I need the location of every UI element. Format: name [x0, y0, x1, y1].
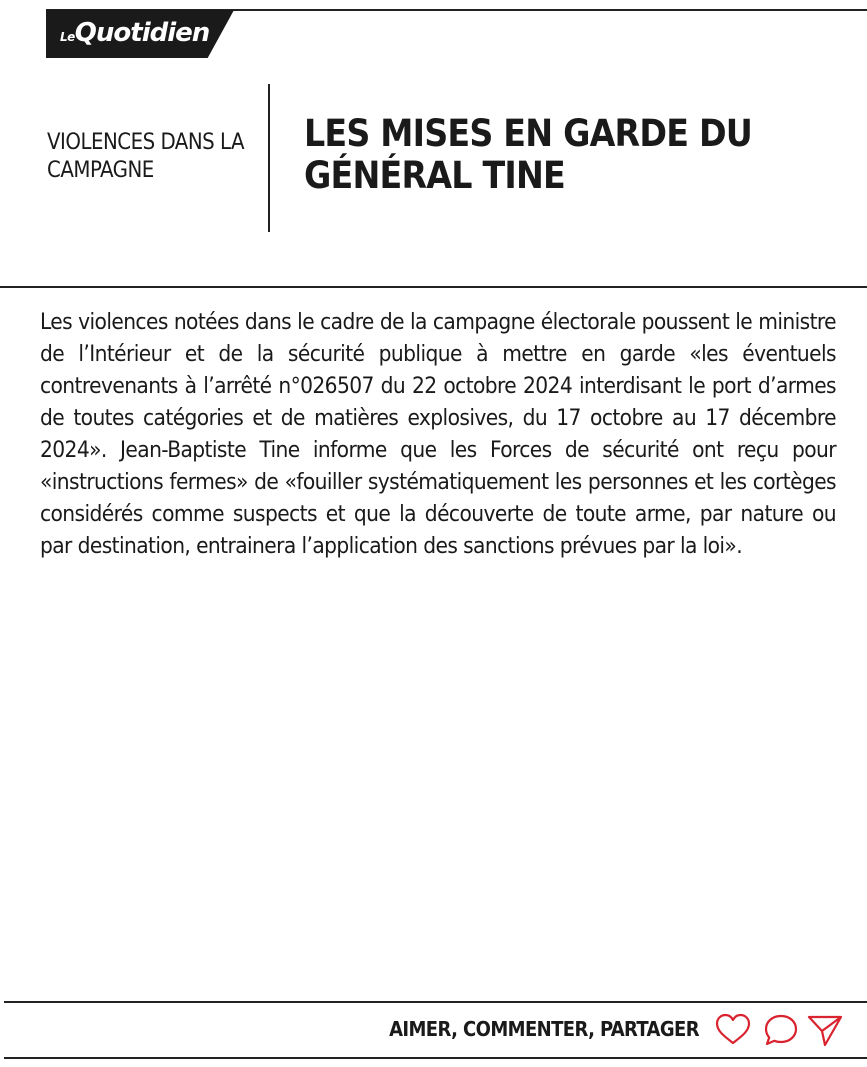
- share-icon[interactable]: [806, 1012, 844, 1048]
- vertical-divider: [268, 84, 270, 232]
- logo-prefix: Le: [60, 30, 75, 44]
- actions-label: AIMER, COMMENTER, PARTAGER: [389, 1017, 699, 1041]
- logo-text: Quotidien: [74, 18, 210, 48]
- article-headline: LES MISES EN GARDE DU GÉNÉRAL TINE: [304, 112, 753, 197]
- article-kicker: VIOLENCES DANS LA CAMPAGNE: [47, 130, 245, 183]
- heart-icon[interactable]: [714, 1012, 752, 1048]
- header-separator: [0, 286, 867, 288]
- footer-bottom-rule: [4, 1057, 867, 1059]
- footer-top-rule: [4, 1001, 867, 1003]
- logo: [60, 18, 209, 52]
- article-body: Les violences notées dans le cadre de la campagne électorale poussent le ministre de l’Intérieur et de la sécurité publique à mettre en garde «les éventuels contrevenants à l’arrêté n°026507 du 22 octobre 2024 interdisant le port d’armes de toutes catégories et de matières explosives, du 17 octobre au 17 décembre 2024». Jean-Baptiste Tine informe que les Forces de sécurité ont reçu pour «instructions fermes» de «fouiller systématiquement les personnes et les cortèges considérés comme suspects et que la découverte de toute arme, par nature ou par destination, entrainera l’application des sanctions prévues par la loi».: [40, 309, 836, 559]
- comment-icon[interactable]: [762, 1012, 800, 1048]
